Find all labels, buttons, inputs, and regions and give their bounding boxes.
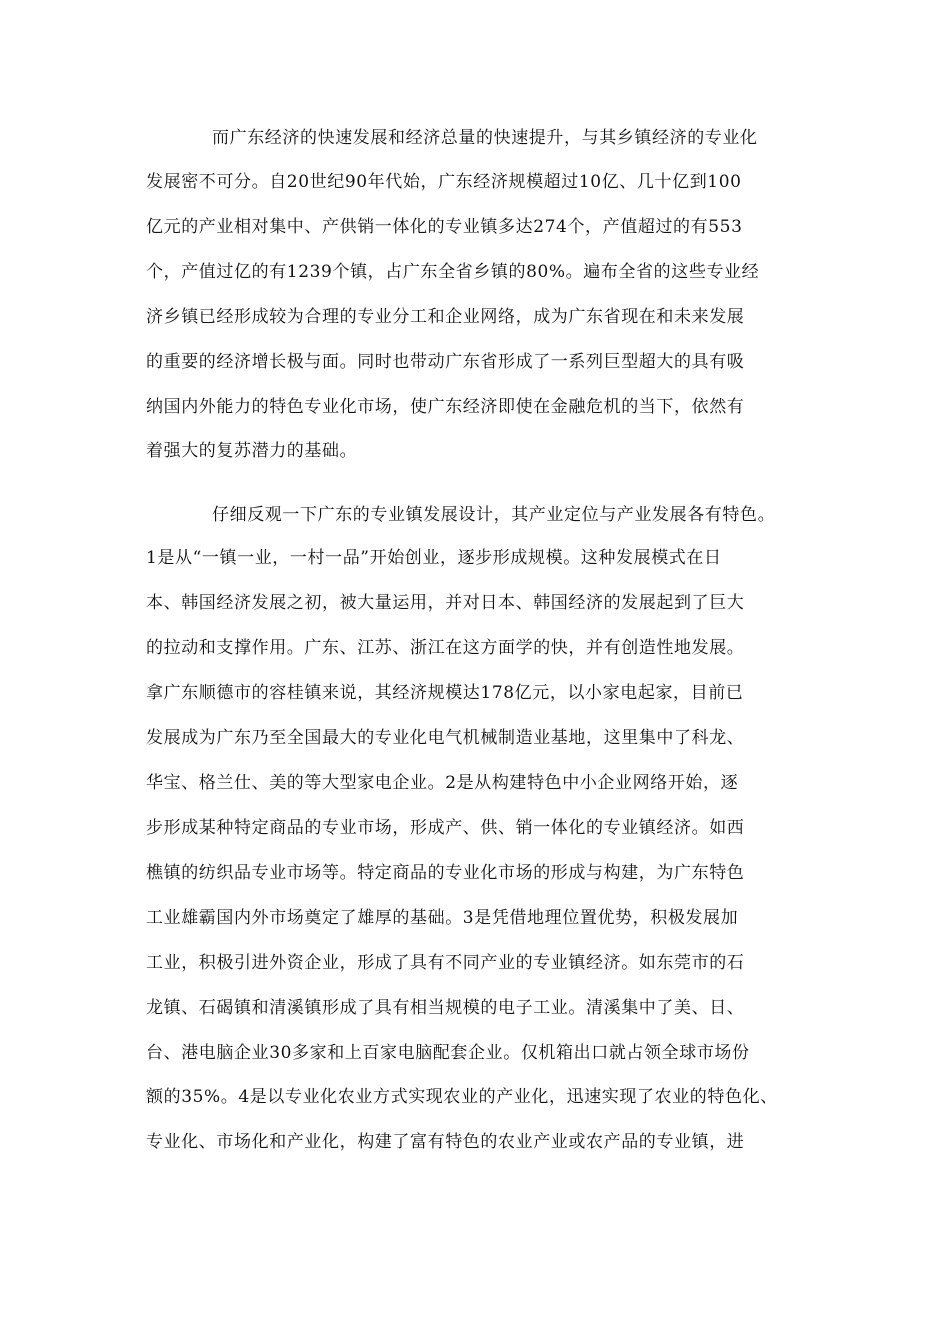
paragraph-2-line-10: 工业雄霸国内外市场奠定了雄厚的基础。3是凭借地理位置优势，积极发展加 — [146, 908, 739, 928]
paragraph-1-line-1: 而广东经济的快速发展和经济总量的快速提升，与其乡镇经济的专业化 — [212, 128, 758, 148]
paragraph-2-line-12: 龙镇、石碣镇和清溪镇形成了具有相当规模的电子工业。清溪集中了美、日、 — [146, 998, 745, 1018]
paragraph-1-line-4: 个，产值过亿的有1239个镇，占广东全省乡镇的80%。遍布全省的这些专业经 — [146, 262, 760, 282]
paragraph-2-line-4: 的拉动和支撑作用。广东、江苏、浙江在这方面学的快，并有创造性地发展。 — [146, 638, 745, 658]
paragraph-2-line-8: 步形成某种特定商品的专业市场，形成产、供、销一体化的专业镇经济。如西 — [146, 818, 745, 838]
paragraph-2-line-1: 仔细反观一下广东的专业镇发展设计，其产业定位与产业发展各有特色。 — [212, 505, 776, 525]
paragraph-2-line-15: 专业化、市场化和产业化，构建了富有特色的农业产业或农产品的专业镇，进 — [146, 1132, 745, 1152]
paragraph-1-line-7: 纳国内外能力的特色专业化市场，使广东经济即使在金融危机的当下，依然有 — [146, 397, 745, 417]
paragraph-2-line-13: 台、港电脑企业30多家和上百家电脑配套企业。仅机箱出口就占领全球市场份 — [146, 1043, 750, 1063]
paragraph-1-line-3: 亿元的产业相对集中、产供销一体化的专业镇多达274个，产值超过的有553 — [146, 217, 743, 237]
paragraph-1-line-8: 着强大的复苏潜力的基础。 — [146, 441, 358, 461]
paragraph-2-line-6: 发展成为广东乃至全国最大的专业化电气机械制造业基地，这里集中了科龙、 — [146, 728, 745, 748]
paragraph-1-line-5: 济乡镇已经形成较为合理的专业分工和企业网络，成为广东省现在和未来发展 — [146, 307, 745, 327]
paragraph-1-line-2: 发展密不可分。自20世纪90年代始，广东经济规模超过10亿、几十亿到100 — [146, 172, 742, 192]
paragraph-2-line-9: 樵镇的纺织品专业市场等。特定商品的专业化市场的形成与构建，为广东特色 — [146, 863, 745, 883]
paragraph-2-line-3: 本、韩国经济发展之初，被大量运用，并对日本、韩国经济的发展起到了巨大 — [146, 593, 745, 613]
paragraph-2-line-5: 拿广东顺德市的容桂镇来说，其经济规模达178亿元，以小家电起家，目前已 — [146, 683, 744, 703]
paragraph-2-line-7: 华宝、格兰仕、美的等大型家电企业。2是从构建特色中小企业网络开始，逐 — [146, 773, 739, 793]
paragraph-2-line-14: 额的35%。4是以专业化农业方式实现农业的产业化，迅速实现了农业的特色化、 — [146, 1087, 778, 1107]
paragraph-2-line-2: 1是从“一镇一业，一村一品”开始创业，逐步形成规模。这种发展模式在日 — [146, 548, 722, 568]
paragraph-2-line-11: 工业，积极引进外资企业，形成了具有不同产业的专业镇经济。如东莞市的石 — [146, 953, 745, 973]
paragraph-1-line-6: 的重要的经济增长极与面。同时也带动广东省形成了一系列巨型超大的具有吸 — [146, 352, 745, 372]
